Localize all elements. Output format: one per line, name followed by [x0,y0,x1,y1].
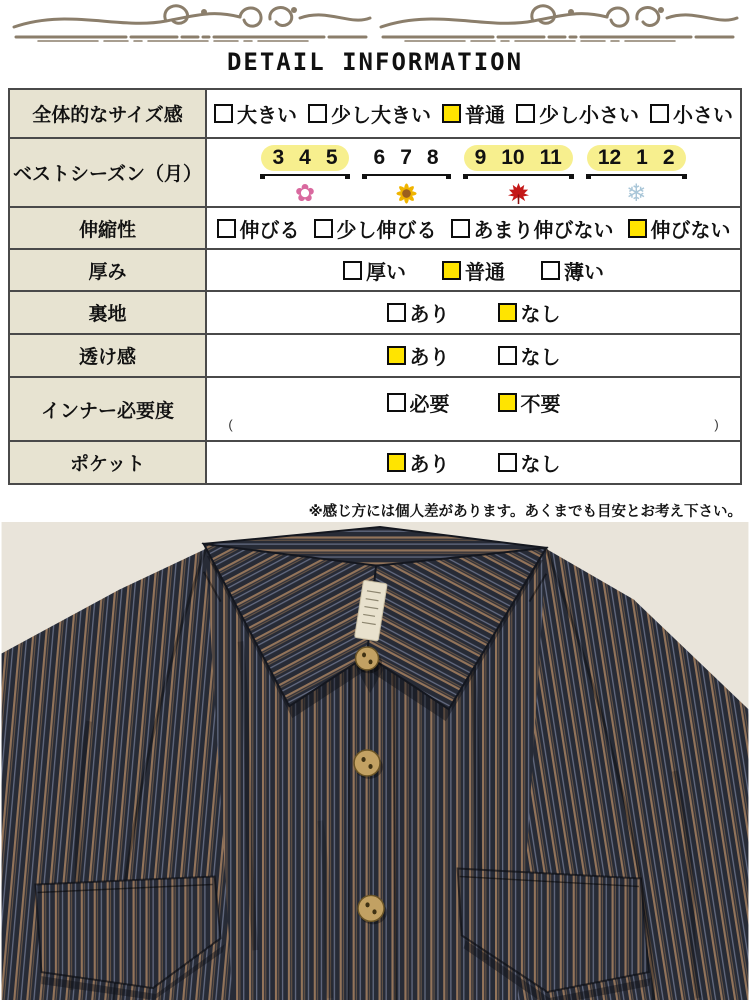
paren-open: ( [228,417,233,432]
option [387,298,450,327]
table-row-elasticity [10,206,740,248]
month: 6 [373,146,386,169]
checkbox-icon [387,393,406,412]
option-label: なし [520,454,561,476]
option [516,99,639,128]
checkbox-icon [343,261,362,280]
option-label: なし [520,304,561,326]
option-label: なし [520,347,561,369]
month: 3 [272,146,285,169]
checkbox-icon [442,261,461,280]
month: 2 [662,146,675,169]
option [498,341,561,370]
option [387,388,450,417]
option-label: 小さい [673,105,733,127]
season-group-summer [363,145,450,206]
option-label: 不要 [520,394,561,416]
season-group-winter [587,145,686,206]
season-months [363,145,450,171]
option-label: あり [409,304,450,326]
month: 1 [636,146,648,169]
season-bracket [587,171,686,176]
checkbox-icon [387,303,406,322]
season-months [261,145,348,171]
option [628,214,731,243]
option-label: あり [409,347,450,369]
option-label: 少し大きい [331,105,431,127]
option [308,99,431,128]
checkbox-icon [498,346,517,365]
season-months [587,145,686,171]
month: 9 [474,146,487,169]
checkbox-icon [214,104,233,123]
option [498,298,561,327]
option-label: あまり伸びない [473,219,614,242]
option-label: 少し伸びる [336,219,437,242]
ornamental-divider [8,0,742,44]
checkbox-icon [541,261,560,280]
checkbox-icon [498,453,517,472]
checkbox-icon [498,393,517,412]
detail-table [8,88,742,485]
option [650,99,733,128]
month: 4 [299,146,311,169]
row-label: 全体的なサイズ感 [10,90,207,137]
option [214,99,297,128]
spring-flower-icon: ✿ [294,179,316,207]
season-bracket [363,171,450,176]
option [498,448,561,477]
row-label: 厚み [10,250,207,290]
option-label: 普通 [465,261,505,284]
option-label: あり [409,454,450,476]
row-label: ベストシーズン（月） [10,139,207,206]
month: 12 [597,146,622,169]
option [541,256,604,285]
option-label: 伸びる [239,219,300,242]
month: 5 [325,146,338,169]
season-bracket [464,171,573,176]
option [451,214,614,243]
option [343,256,406,285]
month: 7 [400,146,412,169]
row-label: ポケット [10,442,207,483]
checkbox-icon [451,219,470,238]
option-label: 薄い [564,261,604,284]
option [442,99,505,128]
table-row-pocket [10,440,740,483]
option-label: 少し小さい [539,105,639,127]
checkbox-icon [314,219,333,238]
snowflake-icon: ❄ [626,179,647,207]
row-label: 伸縮性 [10,208,207,248]
checkbox-icon [628,219,647,238]
maple-leaf-icon [507,182,530,205]
checkbox-icon [308,104,327,123]
row-label: 裏地 [10,292,207,333]
checkbox-icon [442,104,461,123]
month: 11 [539,146,562,169]
month: 10 [501,146,525,169]
table-row-best-season [10,137,740,206]
checkbox-icon [650,104,669,123]
option-label: 大きい [237,105,297,127]
checkbox-icon [516,104,535,123]
checkbox-icon [498,303,517,322]
option-label: 厚い [366,261,406,284]
table-row-lining [10,290,740,333]
checkbox-icon [387,346,406,365]
option [387,341,450,370]
option-label: 必要 [409,394,450,416]
table-row-thickness [10,248,740,290]
season-group-autumn [464,145,573,206]
product-photo-striped-shirt [0,522,750,1000]
season-bracket [261,171,348,176]
table-row-sheerness [10,333,740,376]
disclaimer-note: ※感じ方には個人差があります。あくまでも目安とお考え下さい。 [308,504,742,520]
option-label: 普通 [465,105,505,127]
checkbox-icon [217,219,236,238]
row-label: インナー必要度 [10,378,207,440]
option [387,448,450,477]
option [314,214,437,243]
table-row-overall-size [10,90,740,137]
paren-close: ) [714,417,719,432]
month: 8 [426,146,439,169]
option [498,388,561,417]
checkbox-icon [387,453,406,472]
option [442,256,505,285]
empty-note-parentheses [228,417,719,432]
season-months [464,145,573,171]
table-row-inner-necessity [10,376,740,440]
sunflower-icon [395,182,418,205]
season-groups [261,139,685,206]
option-label: 伸びない [650,219,731,242]
season-group-spring [261,145,348,206]
option [217,214,300,243]
row-label: 透け感 [10,335,207,376]
page-title: DETAIL INFORMATION [226,48,524,76]
